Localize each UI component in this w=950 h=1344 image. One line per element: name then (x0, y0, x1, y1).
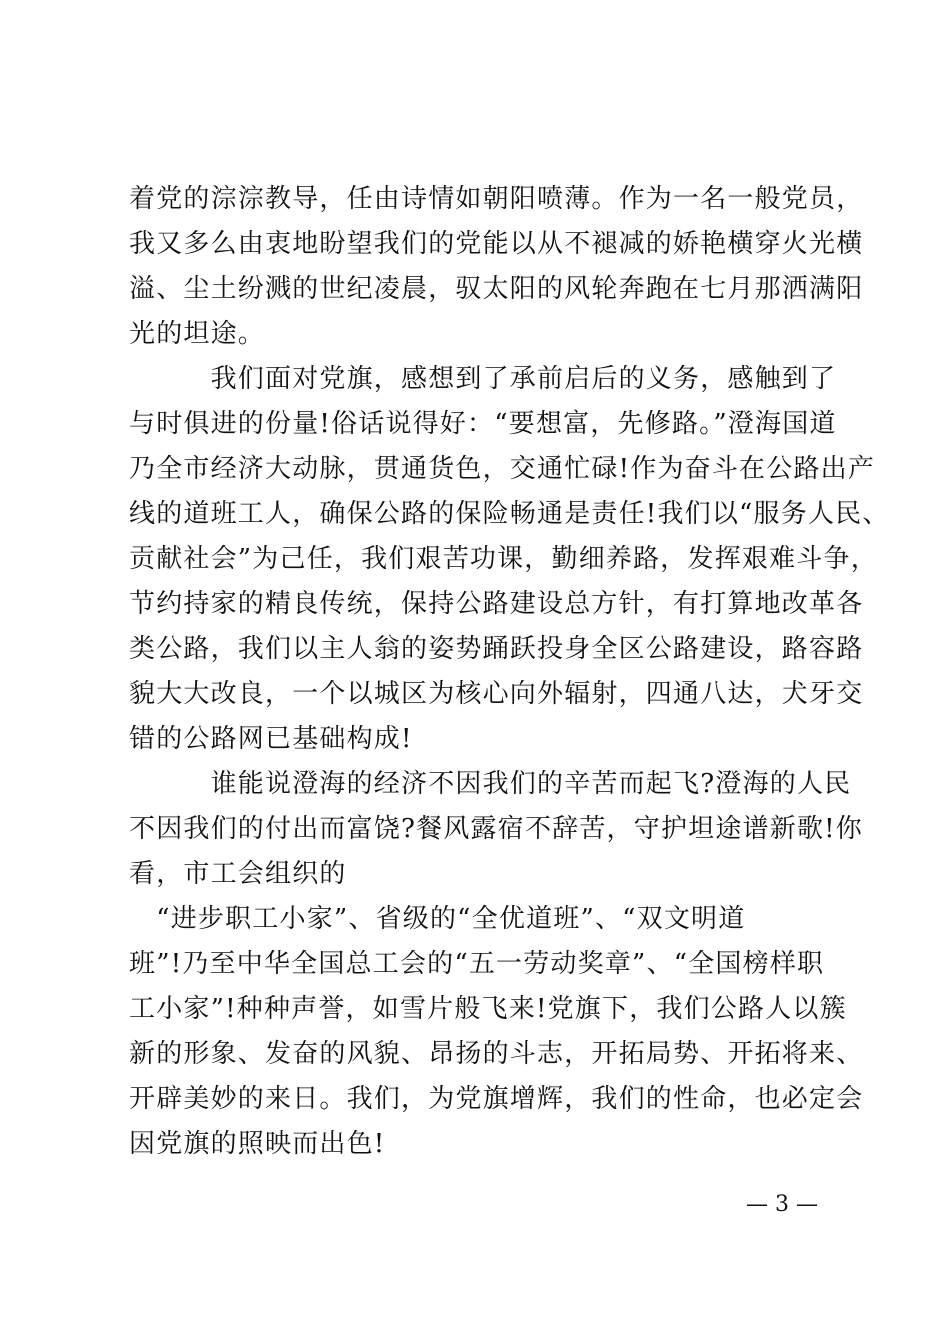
body-text-line: 新的形象、发奋的风貌、昂扬的斗志，开拓局势、开拓将来、 (129, 1039, 864, 1069)
body-text-line: 谁能说澄海的经济不因我们的辛苦而起飞?澄海的人民 (129, 769, 852, 799)
body-text-line: 开辟美妙的来日。我们，为党旗增辉，我们的性命，也必定会 (129, 1084, 864, 1114)
body-text-line: 乃全市经济大动脉，贯通货色，交通忙碌!作为奋斗在公路出产 (129, 454, 876, 484)
body-text-line: 我又多么由衷地盼望我们的党能以从不褪减的娇艳横穿火光横 (129, 229, 864, 259)
body-text-line: 贡献社会”为己任，我们艰苦功课，勤细养路，发挥艰难斗争， (129, 544, 878, 574)
body-text-line: 我们面对党旗，感想到了承前启后的义务，感触到了 (129, 364, 837, 394)
body-text-line: 貌大大改良，一个以城区为核心向外辐射，四通八达，犬牙交 (129, 679, 864, 709)
body-text-line: 着党的淙淙教导，任由诗情如朝阳喷薄。作为一名一般党员， (129, 184, 864, 214)
body-text-line: “进步职工小家”、省级的“全优道班”、“双文明道 (129, 904, 746, 934)
body-text-line: 因党旗的照映而出色! (129, 1129, 386, 1159)
body-text-line: 类公路，我们以主人翁的姿势踊跃投身全区公路建设，路容路 (129, 634, 864, 664)
body-text-line: 光的坦途。 (129, 319, 266, 349)
body-text-line: 节约持家的精良传统，保持公路建设总方针，有打算地改革各 (129, 589, 864, 619)
body-text-line: 看，市工会组织的 (129, 859, 347, 889)
body-text-line: 线的道班工人，确保公路的保险畅通是责任!我们以“服务人民、 (129, 499, 890, 529)
body-text-line: 与时俱进的份量!俗话说得好：“要想富，先修路。”澄海国道 (129, 409, 837, 439)
body-text-line: 错的公路网已基础构成! (129, 724, 413, 754)
body-text-line: 工小家”!种种声誉，如雪片般飞来!党旗下，我们公路人以簇 (129, 994, 847, 1024)
body-text-line: 不因我们的付出而富饶?餐风露宿不辞苦，守护坦途谱新歌!你 (129, 814, 863, 844)
body-text-line: 溢、尘土纷溅的世纪凌晨，驭太阳的风轮奔跑在七月那洒满阳 (129, 274, 864, 304)
body-text-line: 班”!乃至中华全国总工会的“五一劳动奖章”、“全国榜样职 (129, 949, 825, 979)
page-number: — 3 — (746, 1192, 818, 1217)
